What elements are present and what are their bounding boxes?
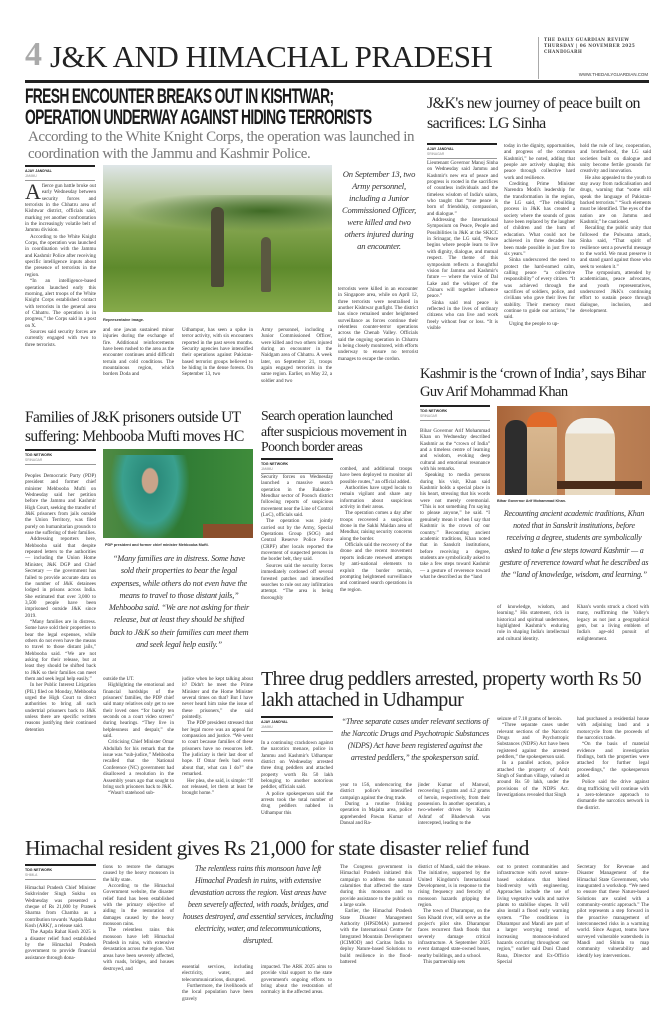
kishtwar-body-col3: Udhampur, has seen a spike in terror activity, with six encounters reported in the past seven months. Security agencies have intensified their operations against Pakistan-based terrorist groups believed to be hiding in the dense forests. On September 13, two: [182, 327, 253, 378]
kishtwar-pull-quote: On September 13, two Army personnel, including a Junior Commissioned Officer, were killed and two others injured during an encounter.: [341, 169, 417, 251]
poonch-byline: TDG NETWORK JAMMU: [261, 458, 333, 474]
drugs-byline: AJAY JANDYAL JAMMU: [261, 716, 333, 732]
kishtwar-subhead: According to the White Knight Corps, the operation was launched in coordination with the Jammu and Kashmir Police.: [28, 129, 415, 162]
sinha-byline: AJAY JANDYAL SRINAGAR: [427, 143, 497, 159]
himachal-byline: TDG NETWORK SHIMLA: [25, 864, 96, 880]
sinha-headline: J&K's new journey of peace built on sacrifices: LG Sinha: [427, 95, 640, 132]
city: CHANDIGARH: [544, 49, 583, 54]
kishtwar-body-col5: terrorists were killed in an encounter in Singapore area, while on April 12, three terrorists were neutralised in another Kishtwar gunfight. The district has since remained under heightened surveillance as forces continue their relentless counter-terror operations across the Chenab Valley. Officials said the ongoing operation in Chhatru is being closely monitored, with efforts underway to ensure no terrorist manages to escape the cordon.: [338, 286, 418, 362]
sinha-body-col3: hold the rule of law, cooperation, and brotherhood, the LG said societies built on dialogue and unity become fertile grounds for creativity and innovation. He also appealed to the youth to stay away from radicalisation and drugs, warning that “some still speak the language of Pakistan-backed terrorists.” “Such elements must be identified. The eyes of the nation are on Jammu and Kashmir,” he cautioned. Recalling the public unity that followed the Pulwama attack, Sinha said, “That spirit of resilience sent a powerful message to the world. We must preserve it and stand guard against those who seek to weaken it.” The symposium, attended by academicians, peace advocates, and youth representatives, underscored J&K's continuing effort to sustain peace through dialogue, inclusion, and development.: [580, 143, 651, 314]
sinha-body-col2: today in the dignity, opportunities, and progress of the common Kashmiri,” he noted, adding that people are actively shaping this peace through collective hard work and resilience. Crediting Prime Minister Narendra Modi's leadership for the transformation in the region, the LG said, “The rebuilding process in J&K has created a society where the sounds of guns have been replaced by the laughter of children and the hum of education. What could not be achieved in three decades has been made possible in just five to six years.” Sinha underscored the need to protect the hard-earned calm, calling peace “a collective responsibility” of every citizen. “It was achieved through the sacrifices of soldiers, police, and civilians who gave their lives for stability. Their memory must continue to guide our actions,” he said. Urging the people to up-: [504, 143, 575, 327]
crown-caption: Bihar Governor Arif Mohammad Khan.: [497, 499, 567, 503]
himachal-body-col8: Secretary for Revenue and Disaster Management of the Himachal State Government, who inaugurated a workshop. “We need to ensure that these Nature-based Solutions are scaled with a community-centric approach.” The pilot represents a step forward in the proactive management of interconnected risks in a warming world. Since August, teams have surveyed vulnerable watersheds in Mandi and Shimla to map community vulnerability and identify key interventions.: [577, 864, 649, 959]
kishtwar-caption: Representaive image.: [103, 317, 145, 322]
families-body-col3: judice when he kept talking about it? Didn't he meet the Prime Minister and the Home Minister several times on that? But I have never heard him raise the issue of these prisoners,” she said pointedly. The PDP president stressed that her legal move was an appeal for compassion and justice. “We went to court because families of these prisoners have no resources left. The judiciary is their last door of hope. If Omar feels bad even about that, what can I do?” she remarked. Her plea, she said, is simple: “If not released, let them at least be brought home.”: [182, 676, 253, 797]
drugs-body-col1: In a continuing crackdown against the narcotics menace, police in Jammu and Kashmir's Udhampur district on Wednesday arrested three drug peddlers and attached property worth Rs 50 lakh belonging to another notorious peddler, officials said. A police spokesperson said the arrests took the total number of drug peddlers nabbed in Udhampur this: [261, 740, 333, 816]
drop-cap: A: [25, 183, 41, 204]
himachal-body-col5: The Congress government in Himachal Pradesh initiated this campaign to address the natural calamities that affected the state during this monsoon and to provide assistance to the public on a large scale. Earlier, the Himachal Pradesh State Disaster Management Authority (HPSDMA) partnered with the International Centre for Integrated Mountain Development (ICIMOD) and Caritas India to deploy Nature-based Solutions to build resilience in the flood-battered: [340, 864, 412, 966]
kishtwar-headline: [25, 86, 421, 128]
speaker-figure: [111, 455, 189, 538]
drugs-pull-quote: “Three separate cases under relevant sections of the Narcotic Drugs and Psychotropic Substances (NDPS) Act have been registered against the arrested peddlers,” the spokesperson said.: [341, 717, 489, 762]
crown-byline: TDG NETWORK SRINAGAR: [420, 405, 490, 421]
families-body-col1: Peoples Democratic Party (PDP) president and former chief minister Mehbooba Mufti on Wednesday said her petition before the Jammu and Kashmir High Court, seeking the transfer of J&K prisoners from jails outside the Union Territory, was filed purely on humanitarian grounds to ease the suffering of their families. Addressing reporters here, Mehbooba said that despite repeated letters to the authorities — including the Union Home Minister, J&K DGP and Chief Secretary — the government has failed to provide accurate data on the number of J&K detainees lodged in prisons across India. She estimated that over 3,000 to 3,500 people have been imprisoned outside J&K since 2019. “Many families are in distress. Some have sold their properties to bear the legal expenses, while others do not even have the means to travel to those distant jails,” Mehbooba said. “We are not asking for their release, but at least they should be shifted back to J&K so their families can meet them and seek legal help easily.” In her Public Interest Litigation (PIL) filed on Monday, Mehbooba urged the High Court to direct authorities to bring all such undertrial prisoners back to J&K unless there are specific written reasons justifying their continued detention: [25, 473, 96, 733]
himachal-body-col2: tions to restore the damages caused by the heavy monsoon in the hilly state. According to the Himachal Government website, the disaster relief fund has been established with the primary objective of aiding in the restoration of damages caused by the heavy monsoon rains. The relentless rains this monsoon have left Himachal Pradesh in ruins, with extensive devastation across the region. Vast areas have been severely affected, with roads, bridges, and houses destroyed, and: [103, 864, 174, 972]
crown-headline: Kashmir is the ‘crown of India’, says Bihar Guv Arif Mohammad Khan: [420, 366, 646, 400]
podium: [203, 524, 253, 538]
drugs-body-col4: seizure of 7.18 grams of heroin. “Three separate cases under relevant sections of the Narcotic Drugs and Psychotropic Substances (NDPS) Act have been registered against the arrested peddlers,” the spokesperson said. In a parallel action, police attached the property of Amit Singh of Sunthan village, valued at around Rs 50 lakh, under the provisions of the NDPS Act. Investigations revealed that Singh: [497, 716, 569, 799]
person-figure: [505, 420, 527, 495]
kishtwar-byline: AJAY JANDYAL JAMMU: [25, 165, 95, 181]
issue-date: THURSDAY | 06 NOVEMBER 2025: [544, 43, 636, 48]
himachal-body-col3: essential services, including electricity, water, and telecommunications, disrupted. Furthermore, the livelihoods of the local population have been gravely: [182, 964, 253, 1002]
person-figure: [527, 412, 557, 495]
himachal-body-col7: out to protect communities and infrastructure with novel nature-based solutions that blend biodiversity with engineering. Approaches include the use of living vegetative walls and native plants to stabilise slopes. It will also install a flood early warning system. “The conditions in Dharampur and Mandi are part of a larger worrying trend of increasing monsoon-induced hazards occurring throughout our region,” earlier said Duni Chand Rana, Director and Ex-Officio Special: [497, 864, 569, 966]
section-title: J&K AND HIMACHAL PRADESH: [50, 39, 493, 74]
poonch-headline: Search operation launched after suspicious movement in Poonch border areas: [261, 408, 407, 454]
masthead-rule: [25, 80, 649, 83]
himachal-body-col6: district of Mandi, said the release. The initiative, supported by the United Kingdom's International Development, is in response to the rising frequency and ferocity of monsoon hazards gripping the region. The town of Dharampur, on the Son Khadd river, will serve as the project's pilot site. Dharampur faces recurrent flash floods that severely damage critical infrastructure. A September 2025 event damaged state-owned buses, nearby buildings, and a school. This partnership sets: [418, 864, 490, 966]
drugs-body-col2: year to 156, underscoring the district police's intensified campaign against the drug trade. During a routine frisking operation in Majalta area, police apprehended Pawan Kumar of Dansal and Ra-: [340, 782, 412, 827]
drugs-headline: Three drug peddlers arrested, property worth Rs 50 lakh attached in Udhampur: [261, 668, 641, 711]
families-headline: Families of J&K prisoners outside UT suffering: Mehbooba Mufti moves HC: [25, 409, 244, 445]
kishtwar-body-col2: and one jawan sustained minor injuries during the exchange of fire. Additional reinforcements have been rushed to the area as the encounter continues amid difficult terrain and cold conditions. The mountainous region, which borders Doda and: [103, 327, 174, 378]
poonch-body-col2: combed, and additional troops have been deployed to monitor all possible routes,” an official added. Authorities have urged locals to remain vigilant and share any information about suspicious activity in their areas. The operation comes a day after troops recovered a suspicious drone in the Sakhi Maidan area of Mendhar, raising security concerns along the border. Officials said the recovery of the drone and the recent movement reports indicate renewed attempts by anti-national elements to exploit the border terrain, prompting heightened surveillance and continued search operations in the region.: [340, 466, 412, 593]
poonch-body-col1: Security forces on Wednesday launched a massive search operation in the Balakote–Mendhar sector of Poonch district following reports of suspicious movement near the Line of Control (LoC), officials said. The operation was jointly carried out by the Army, Special Operations Group (SOG) and Central Reserve Police Force (CRPF) after locals reported the movement of suspected persons in the border belt, they said. Sources said the security forces immediately cordoned off several forested patches and intensified searches to rule out any infiltration attempt. “The area is being thoroughly: [261, 474, 333, 601]
soldier-figure: [261, 237, 271, 292]
podium: [557, 481, 642, 489]
headline-line: FRESH ENCOUNTER BREAKS OUT IN KISHTWAR;: [25, 85, 334, 108]
families-caption: PDP president and former chief minister Mehbooba Mufti.: [105, 543, 209, 547]
kishtwar-body-col4: Army personnel, including a Junior Commissioned Officer, were killed and two others injured during an encounter in the Naidgam area of Chhatru. A week later, on September 21, troops again engaged terrorists in the same region. Earlier, on May 22, a soldier and two: [261, 327, 332, 384]
soldier-figure: [211, 207, 224, 287]
himachal-body-col1: Himachal Pradesh Chief Minister Sukhvinder Singh Sukhu on Wednesday was presented a cheque of Rs 21,000 by Prateek Sharma from Chamba as a contribution towards 'Aapda Rahat Kosh (ARK)', a release said. The Aapda Rahat Kosh 2025 is a disaster relief fund established by the Himachal Pradesh government to provide financial assistance through dona-: [25, 885, 96, 961]
headline-line: OPERATION UNDERWAY AGAINST HIDING TERRORISTS: [25, 106, 372, 129]
sinha-body-col1: Lieutenant Governor Manoj Sinha on Wednesday said Jammu and Kashmir's new era of peace and progress is rooted in the sacrifices of countless individuals and the timeless wisdom of India's saints, who taught that “true peace is born of friendship, compassion, and dialogue.” Addressing the International Symposium on Peace, People and Possibilities in J&K at the SKICC in Srinagar, the LG said, “Peace begins where people learn to live with dignity, dialogue, and mutual respect. The theme of this symposium reflects a thoughtful vision for Jammu and Kashmir's future — where the voice of Dal Lake and the whisper of the Chinars will together influence peace.” Sinha said real peace is reflected in the lives of ordinary citizens who can live and work freely without fear or loss. “It is visible: [427, 160, 498, 331]
website-link[interactable]: WWW.THEDAILYGUARDIAN.COM: [578, 72, 648, 77]
page-number: 4: [25, 36, 42, 73]
crown-pull-quote: Recounting ancient academic traditions, Khan noted that in Sanskrit institutions, before receiving a degree, students are symbolically asked to take a few steps toward Kashmir — a gesture of reverence toward what he described as the “land of knowledge, wisdom, and learning.”: [499, 509, 649, 580]
families-body-col2: outside the UT. Highlighting the emotional and financial hardships of the prisoners' families, the PDP chief said many relatives only get to see their loved ones “for barely ten seconds on a court video screen” during hearings. “They live in helplessness and despair,” she said. Criticising Chief Minister Omar Abdullah for his remark that the issue was “sub-judice,” Mehbooba recalled that the National Conference (NC) government had disallowed a resolution in the Assembly years ago that sought to bring such prisoners back to J&K. “Wasn't statehood sub-: [103, 676, 174, 797]
himachal-body-col4: impacted. The ARK 2025 aims to provide vital support to the state government's ongoing efforts to bring about the restoration of normalcy in the affected areas.: [261, 964, 332, 996]
crown-body-col1: Bihar Governor Arif Mohammad Khan on Wednesday described Kashmir as the “crown of India” and a timeless centre of learning and wisdom, evoking deep cultural and emotional resonance with his remarks. Speaking to media persons during his visit, Khan said Kashmir holds a special place in his heart, stressing that his words were not merely ceremonial. “This is not something I'm saying to please anyone,” he said. “I genuinely mean it when I say that Kashmir is the crown of our country.” Recounting ancient academic traditions, Khan noted that in Sanskrit institutions, before receiving a degree, students are symbolically asked to take a few steps toward Kashmir — a gesture of reverence toward what he described as the “land: [420, 428, 490, 580]
families-pull-quote: “Many families are in distress. Some have sold their properties to bear the legal expenses, while others do not even have the means to travel to those distant jails,” Mehbooba said. “We are not asking for their release, but at least they should be shifted back to J&K so their families can meet them and seek legal help easily.”: [108, 554, 250, 650]
himachal-pull-quote: The relentless rains this monsoon have left Himachal Pradesh in ruins, with extensive devastation across the region. Vast areas have been severely affected, with roads, bridges, and houses destroyed, and essential services, including electricity, water, and telecommunications, disrupted.: [182, 864, 334, 945]
crown-body-col3: Khan's words struck a chord with many, reaffirming the Valley's legacy as not just a geographical gem, but a living emblem of India's age-old pursuit of enlightenment.: [577, 604, 649, 642]
drugs-body-col3: jinder Kumar of Manwal, recovering 5 grams and 4.2 grams of heroin, respectively, from their possession. In another operation, a two-wheeler driven by Kazim Ashraf of Bhaderwah was intercepted, leading to the: [418, 782, 490, 827]
himachal-headline: Himachal resident gives Rs 21,000 for state disaster relief fund: [25, 836, 529, 860]
families-byline: TDG NETWORK SRINAGAR: [25, 449, 96, 465]
paper-name: THE DAILY GUARDIAN REVIEW: [544, 37, 630, 42]
drugs-body-col5: had purchased a residential house with adjoining land and a motorcycle from the proceeds of the narcotics trade. “On the basis of material evidence and investigation findings, both the properties were attached for further legal proceedings,” the spokesperson added. Police said the drive against drug trafficking will continue with a zero-tolerance approach to dismantle the narcotics network in the district.: [577, 716, 649, 811]
soldiers-photo: [103, 165, 332, 312]
crown-body-col2: of knowledge, wisdom, and learning.” His statement, rich in historical and spiritual undertones, highlighted Kashmir's enduring role in shaping India's intellectual and cultural identity.: [497, 604, 569, 642]
mehbooba-photo: [103, 449, 253, 538]
arif-khan-photo: [497, 406, 650, 495]
kishtwar-body-col1: Afierce gun battle broke out early Wednesday between security forces and terrorists in the Chhatru area of Kishtwar district, officials said, marking yet another confrontation in the increasingly volatile belt of Jammu division. According to the White Knight Corps, the operation was launched in coordination with the Jammu and Kashmir Police after receiving specific intelligence inputs about the presence of terrorists in the region. “In an intelligence-based operation launched early this morning, alert troops of the White Knight Corps established contact with terrorists in the general area of Chhatru. The operation is in progress,” the Corps said in a post on X. Sources said security forces are currently engaged with two to three terrorists.: [25, 183, 96, 348]
